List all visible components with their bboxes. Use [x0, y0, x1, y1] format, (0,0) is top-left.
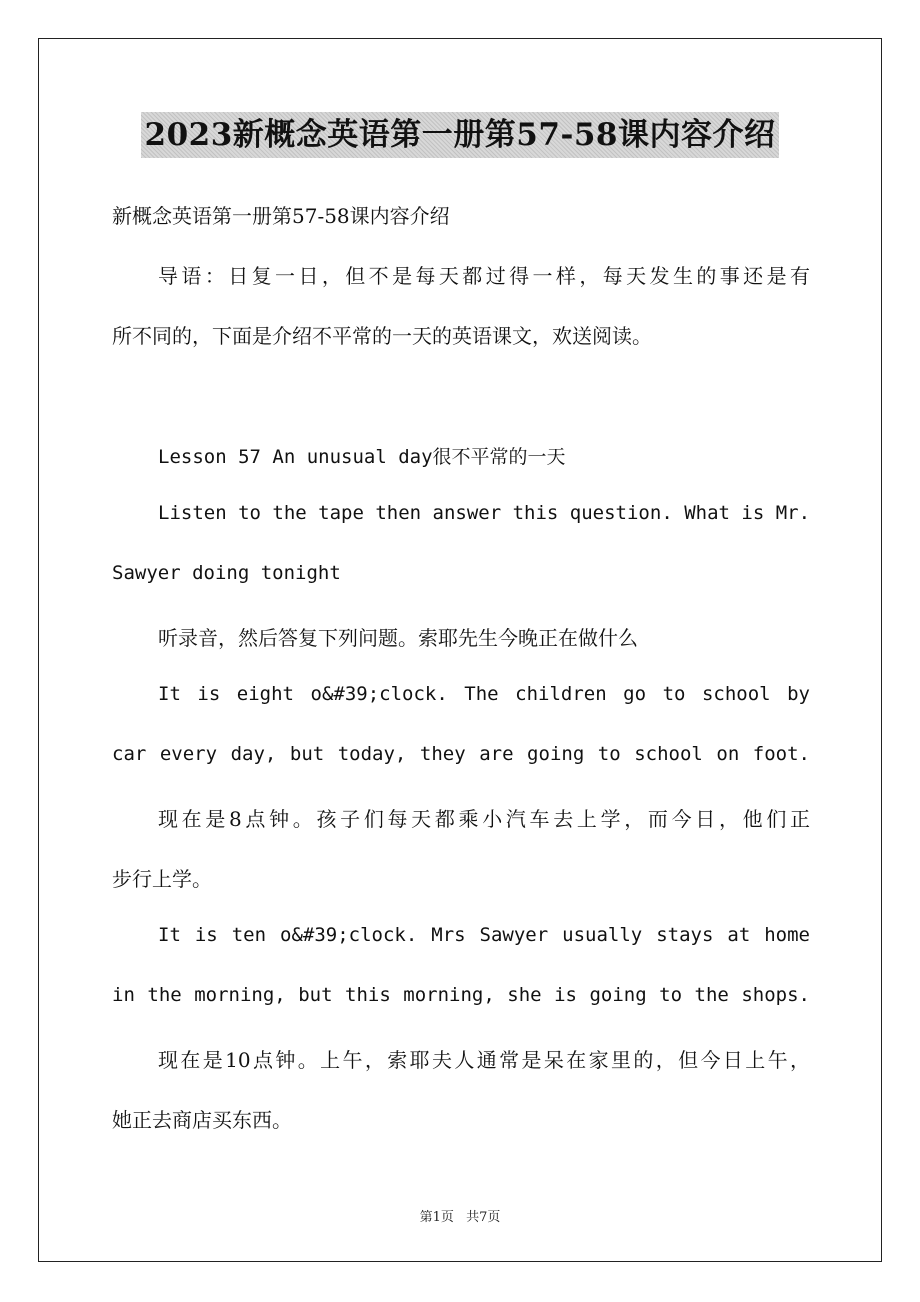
intro-line-1: 导语：日复一日，但不是每天都过得一样，每天发生的事还是有: [158, 264, 810, 288]
paragraph-2-en-line-2: in the morning, but this morning, she is going to the shops.: [112, 984, 810, 1006]
title-area: [0, 112, 920, 158]
paragraph-1-zh-line-1: 现在是8点钟。孩子们每天都乘小汽车去上学，而今日，他们正: [158, 807, 810, 831]
document-title: 2023新概念英语第一册第57-58课内容介绍: [141, 112, 780, 158]
question-en-line-2: Sawyer doing tonight: [112, 562, 341, 584]
page-footer: [0, 1206, 920, 1225]
lesson-heading: Lesson 57 An unusual day很不平常的一天: [158, 446, 566, 468]
paragraph-1-en-line-1: It is eight o&#39;clock. The children go to school by: [158, 683, 810, 705]
document-subtitle: 新概念英语第一册第57-58课内容介绍: [112, 204, 450, 228]
page-total: 共7页: [466, 1210, 501, 1225]
paragraph-2-zh-line-1: 现在是10点钟。上午，索耶夫人通常是呆在家里的，但今日上午，: [158, 1048, 810, 1072]
paragraph-1-zh-line-2: 步行上学。: [112, 867, 212, 891]
paragraph-2-zh-line-2: 她正去商店买东西。: [112, 1108, 292, 1132]
intro-line-2: 所不同的，下面是介绍不平常的一天的英语课文，欢送阅读。: [112, 324, 652, 348]
page-number: 第1页: [419, 1210, 454, 1225]
paragraph-1-en-line-2: car every day, but today, they are going to school on foot.: [112, 743, 810, 765]
paragraph-2-en-line-1: It is ten o&#39;clock. Mrs Sawyer usually stays at home: [158, 924, 810, 946]
question-zh: 听录音，然后答复下列问题。索耶先生今晚正在做什么: [158, 626, 638, 650]
question-en-line-1: Listen to the tape then answer this question. What is Mr.: [158, 502, 811, 524]
